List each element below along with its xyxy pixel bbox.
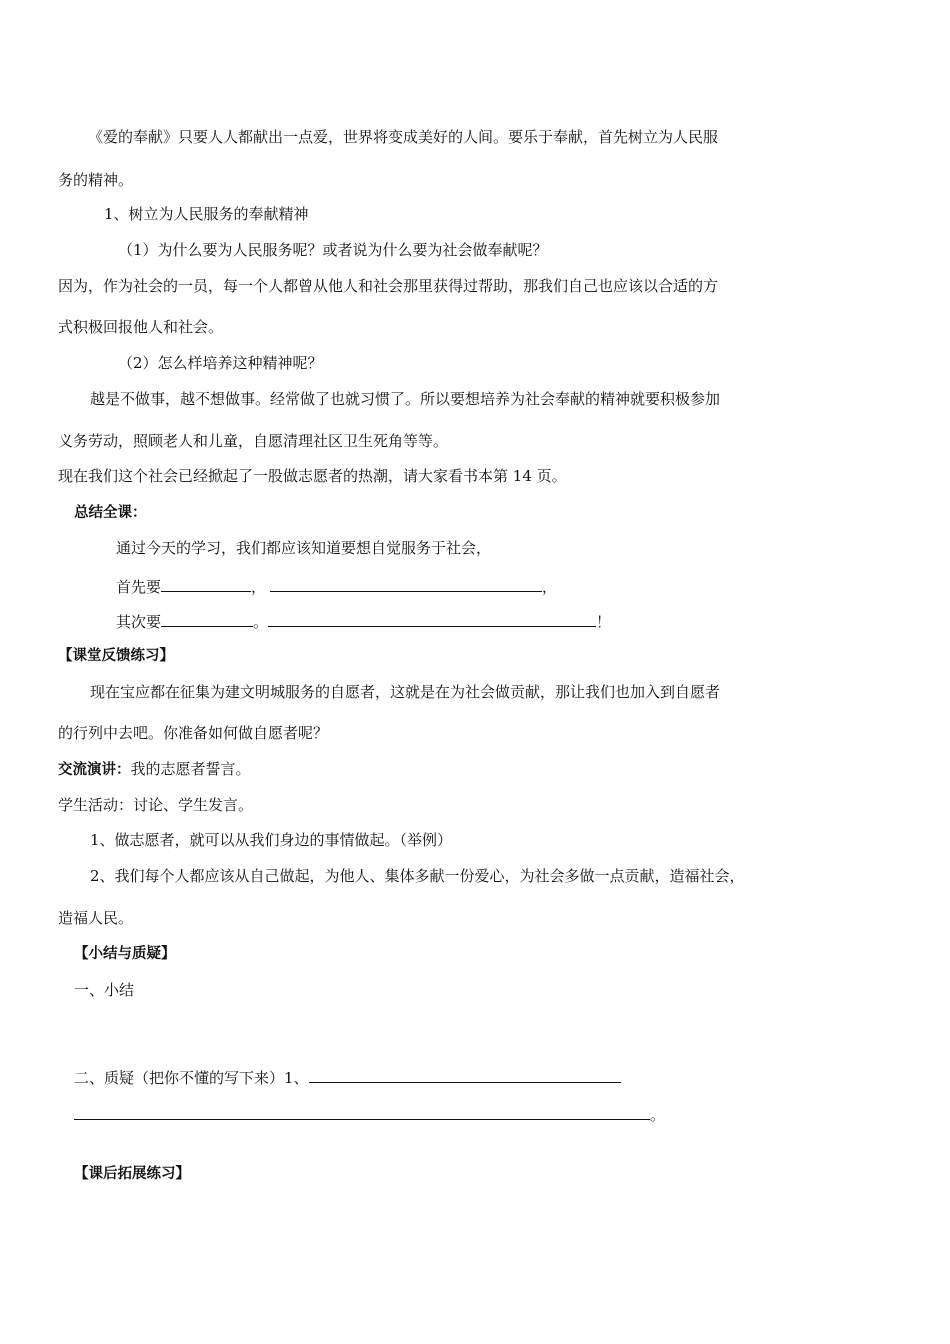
answer-1-line-1: 因为，作为社会的一员，每一个人都曾从他人和社会那里获得过帮助，那我们自己也应该以合适的方: [58, 277, 719, 295]
second-end: ！: [596, 613, 612, 631]
point-1: 1、做志愿者，就可以从我们身边的事情做起。（举例）: [90, 831, 453, 849]
feedback-line-2: 的行列中去吧。你准备如何做自愿者呢？: [58, 724, 329, 742]
second-blank-2[interactable]: [268, 610, 596, 627]
point-2-line-1: 2、我们每个人都应该从自己做起，为他人、集体多献一份爱心，为社会多做一点贡献，造福社会，: [90, 867, 745, 885]
intro-line-1: 《爱的奉献》只要人人都献出一点爱，世界将变成美好的人间。要乐于奉献，首先树立为人民服: [88, 128, 719, 146]
first-end: ，: [542, 578, 558, 596]
speech-text: 我的志愿者誓言。: [130, 760, 251, 778]
first-blank-2[interactable]: [270, 575, 542, 592]
answer-2-line-2: 义务劳动，照顾老人和儿童，自愿清理社区卫生死角等等。: [58, 432, 449, 450]
review-item-2-end: 。: [650, 1106, 666, 1124]
review-continuation-row: [74, 1103, 665, 1125]
first-sep: ，: [251, 578, 267, 596]
answer-1-line-2: 式积极回报他人和社会。: [58, 318, 224, 336]
review-item-1: 一、小结: [74, 981, 135, 999]
first-label: 首先要: [116, 578, 162, 596]
second-sep: 。: [253, 613, 269, 631]
question-blank-2[interactable]: [74, 1103, 650, 1120]
answer-2-line-1: 越是不做事，越不想做事。经常做了也就习惯了。所以要想培养为社会奉献的精神就要积极参加: [90, 390, 721, 408]
speech-label: 交流演讲：: [58, 762, 131, 778]
summary-first-row: [116, 575, 557, 597]
feedback-heading: 【课堂反馈练习】: [58, 648, 174, 664]
second-blank-1[interactable]: [161, 610, 253, 627]
first-blank-1[interactable]: [161, 575, 251, 592]
question-blank-1[interactable]: [309, 1066, 621, 1083]
student-activity: 学生活动：讨论、学生发言。: [58, 796, 254, 814]
summary-heading: 总结全课：: [74, 505, 147, 521]
intro-line-2: 务的精神。: [58, 171, 134, 189]
point-2-line-2: 造福人民。: [58, 909, 134, 927]
section-1-title: 1、树立为人民服务的奉献精神: [104, 205, 309, 223]
review-heading: 【小结与质疑】: [74, 946, 176, 962]
summary-line-1: 通过今天的学习，我们都应该知道要想自觉服务于社会，: [116, 539, 492, 557]
review-item-2: 二、质疑（把你不懂的写下来）1、: [74, 1069, 309, 1087]
summary-second-row: [116, 610, 611, 632]
second-label: 其次要: [116, 613, 162, 631]
speech-row: [58, 759, 251, 780]
question-1: （1）为什么要为人民服务呢？或者说为什么要为社会做奉献呢？: [118, 241, 548, 259]
feedback-line-1: 现在宝应都在征集为建文明城服务的自愿者，这就是在为社会做贡献，那让我们也加入到自愿者: [90, 683, 721, 701]
answer-2-line-3: 现在我们这个社会已经掀起了一股做志愿者的热潮，请大家看书本第 14 页。: [58, 467, 567, 485]
review-item-2-row: [74, 1066, 621, 1088]
question-2: （2）怎么样培养这种精神呢？: [118, 354, 323, 372]
extension-heading: 【课后拓展练习】: [74, 1166, 190, 1182]
